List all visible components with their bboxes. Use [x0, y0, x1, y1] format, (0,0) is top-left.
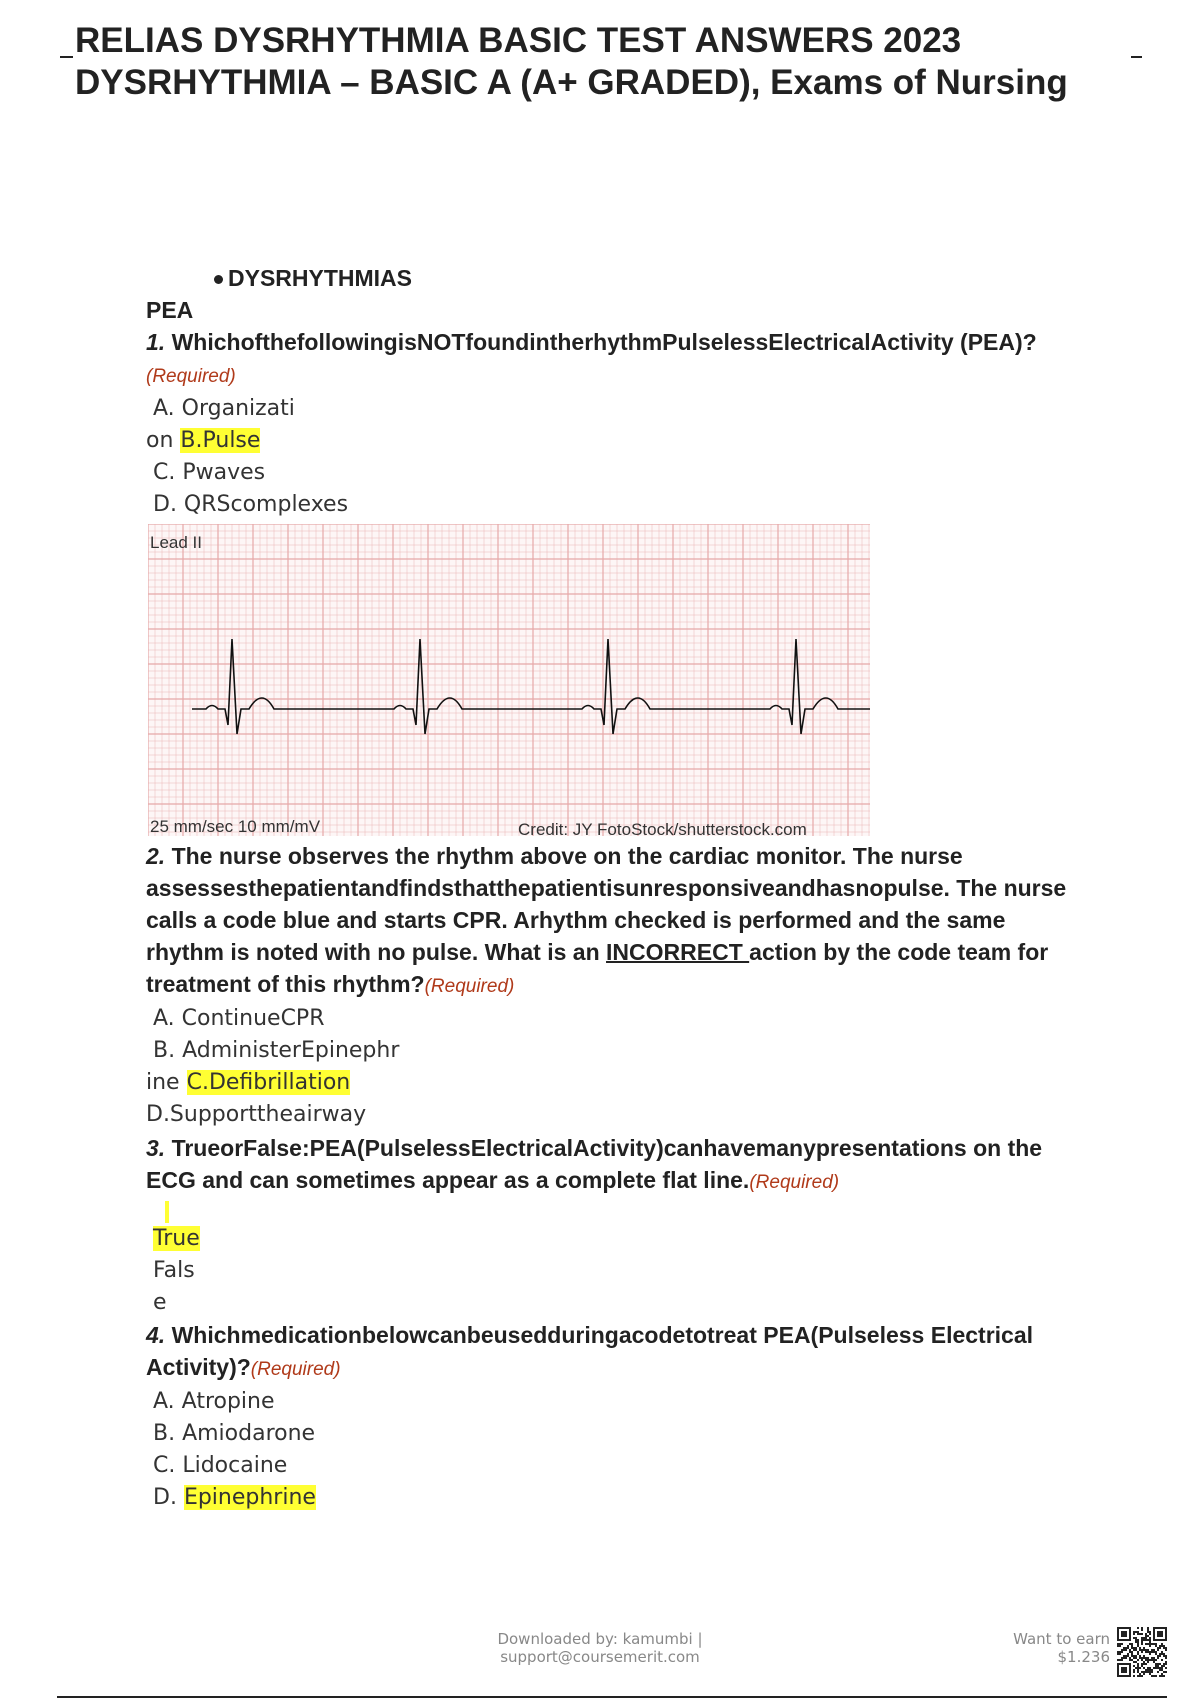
- qr-module: [1129, 1649, 1131, 1651]
- qr-module: [1137, 1667, 1139, 1669]
- qr-module: [1145, 1649, 1147, 1651]
- qr-module: [1163, 1645, 1165, 1647]
- qr-module: [1157, 1657, 1159, 1659]
- qr-module: [1137, 1641, 1139, 1643]
- qr-module: [1135, 1641, 1137, 1643]
- option-d: D. QRScomplexes: [153, 492, 349, 517]
- qr-module: [1155, 1675, 1157, 1677]
- qr-module: [1119, 1643, 1121, 1645]
- option-b: B. AdministerEpinephr: [153, 1038, 400, 1063]
- qr-module: [1145, 1657, 1147, 1659]
- qr-module: [1141, 1675, 1143, 1677]
- qr-module: [1149, 1639, 1151, 1641]
- option-true: [146, 1223, 1086, 1255]
- qr-module: [1155, 1651, 1157, 1653]
- qr-module: [1141, 1671, 1143, 1673]
- qr-module: [1139, 1657, 1141, 1659]
- qr-module: [1139, 1649, 1141, 1651]
- qr-module: [1141, 1665, 1143, 1667]
- qr-module: [1149, 1645, 1151, 1647]
- qr-module: [1157, 1655, 1159, 1657]
- downloaded-by: Downloaded by: kamumbi |: [497, 1630, 703, 1648]
- qr-module: [1159, 1667, 1161, 1669]
- qr-module: [1143, 1671, 1145, 1673]
- qr-module: [1149, 1659, 1151, 1661]
- qr-module: [1121, 1657, 1123, 1659]
- qr-module: [1135, 1655, 1137, 1657]
- qr-module: [1141, 1637, 1143, 1639]
- qr-module: [1129, 1651, 1131, 1653]
- qr-module: [1161, 1675, 1163, 1677]
- option-d: D.Supporttheairway: [146, 1102, 367, 1127]
- question-number: 3.: [146, 1135, 166, 1161]
- highlighted-answer: Epinephrine: [183, 1485, 316, 1510]
- qr-module: [1129, 1643, 1131, 1645]
- qr-module: [1139, 1673, 1141, 1675]
- qr-module: [1151, 1671, 1153, 1673]
- qr-module: [1165, 1667, 1167, 1669]
- qr-module: [1147, 1669, 1149, 1671]
- qr-module: [1159, 1653, 1161, 1655]
- page-content: [146, 262, 1086, 1514]
- qr-module: [1153, 1661, 1155, 1663]
- qr-module: [1141, 1659, 1143, 1661]
- ecg-speed-label: 25 mm/sec 10 mm/mV: [150, 817, 321, 836]
- qr-module: [1135, 1649, 1137, 1651]
- qr-module: [1137, 1653, 1139, 1655]
- qr-module: [1143, 1647, 1145, 1649]
- qr-module: [1143, 1655, 1145, 1657]
- qr-module: [1143, 1649, 1145, 1651]
- section-heading: DYSRHYTHMIAS: [228, 265, 413, 291]
- qr-module: [1149, 1637, 1151, 1639]
- ecg-lead-label: Lead II: [150, 533, 202, 552]
- underlined-text: INCORRECT: [606, 939, 750, 965]
- qr-module: [1135, 1661, 1137, 1663]
- qr-module: [1147, 1661, 1149, 1663]
- qr-module: [1143, 1673, 1145, 1675]
- qr-module: [1151, 1657, 1153, 1659]
- qr-module: [1137, 1627, 1139, 1629]
- qr-module: [1145, 1663, 1147, 1665]
- option-a: A. Atropine: [153, 1389, 275, 1414]
- qr-module: [1147, 1667, 1149, 1669]
- qr-module: [1129, 1657, 1131, 1659]
- qr-module: [1149, 1641, 1151, 1643]
- qr-module: [1133, 1661, 1135, 1663]
- qr-module: [1133, 1631, 1135, 1633]
- qr-module: [1155, 1667, 1157, 1669]
- qr-finder-core: [1157, 1631, 1163, 1637]
- ecg-strip-image: [148, 524, 870, 839]
- qr-module: [1121, 1651, 1123, 1653]
- qr-module: [1145, 1669, 1147, 1671]
- qr-module: [1151, 1643, 1153, 1645]
- qr-module: [1133, 1657, 1135, 1659]
- footer-rule: [57, 1696, 1167, 1698]
- qr-module: [1137, 1643, 1139, 1645]
- qr-module: [1135, 1631, 1137, 1633]
- qr-module: [1155, 1663, 1157, 1665]
- qr-module: [1139, 1655, 1141, 1657]
- qr-module: [1123, 1657, 1125, 1659]
- qr-module: [1165, 1657, 1167, 1659]
- qr-module: [1139, 1675, 1141, 1677]
- qr-module: [1161, 1667, 1163, 1669]
- qr-module: [1141, 1641, 1143, 1643]
- qr-module: [1147, 1643, 1149, 1645]
- qr-module: [1159, 1645, 1161, 1647]
- question-1: [146, 326, 1086, 393]
- qr-module: [1147, 1659, 1149, 1661]
- qr-module: [1133, 1665, 1135, 1667]
- qr-module: [1117, 1651, 1119, 1653]
- qr-module: [1165, 1655, 1167, 1657]
- qr-module: [1129, 1659, 1131, 1661]
- qr-module: [1153, 1659, 1155, 1661]
- required-label: (Required): [424, 976, 515, 997]
- highlight-mark: [165, 1201, 169, 1223]
- qr-module: [1141, 1649, 1143, 1651]
- question-2: [146, 840, 1086, 1003]
- qr-module: [1163, 1671, 1165, 1673]
- question-3: [146, 1132, 1086, 1199]
- qr-module: [1165, 1671, 1167, 1673]
- qr-module: [1141, 1639, 1143, 1641]
- section-bullet: [146, 262, 1086, 294]
- qr-module: [1145, 1633, 1147, 1635]
- qr-module: [1139, 1667, 1141, 1669]
- qr-module: [1165, 1647, 1167, 1649]
- title-line-1: RELIAS DYSRHYTHMIA BASIC TEST ANSWERS 2023: [75, 21, 962, 60]
- qr-module: [1137, 1663, 1139, 1665]
- qr-module: [1127, 1647, 1129, 1649]
- qr-module: [1143, 1639, 1145, 1641]
- qr-module: [1125, 1657, 1127, 1659]
- qr-module: [1149, 1651, 1151, 1653]
- earn-line-2: $1.236: [1057, 1648, 1110, 1666]
- qr-module: [1123, 1647, 1125, 1649]
- qr-module: [1147, 1649, 1149, 1651]
- qr-module: [1165, 1663, 1167, 1665]
- qr-module: [1131, 1645, 1133, 1647]
- qr-module: [1149, 1667, 1151, 1669]
- qr-module: [1137, 1671, 1139, 1673]
- qr-module: [1155, 1645, 1157, 1647]
- qr-module: [1141, 1629, 1143, 1631]
- qr-module: [1135, 1639, 1137, 1641]
- qr-module: [1135, 1667, 1137, 1669]
- qr-module: [1151, 1669, 1153, 1671]
- qr-module: [1151, 1651, 1153, 1653]
- qr-module: [1163, 1653, 1165, 1655]
- qr-module: [1125, 1647, 1127, 1649]
- qr-finder-core: [1121, 1631, 1127, 1637]
- question-text: WhichofthefollowingisNOTfoundintherhythmPulselessElectricalActivity (PEA)?: [171, 329, 1037, 355]
- qr-module: [1125, 1655, 1127, 1657]
- qr-module: [1121, 1649, 1123, 1651]
- qr-module: [1161, 1643, 1163, 1645]
- qr-module: [1159, 1663, 1161, 1665]
- qr-module: [1157, 1647, 1159, 1649]
- option-b: B. Amiodarone: [153, 1421, 316, 1446]
- qr-module: [1121, 1659, 1123, 1661]
- qr-module: [1153, 1675, 1155, 1677]
- highlighted-answer: B.Pulse: [180, 428, 261, 453]
- question-4: [146, 1319, 1086, 1386]
- qr-module: [1131, 1655, 1133, 1657]
- qr-module: [1157, 1665, 1159, 1667]
- qr-module: [1145, 1651, 1147, 1653]
- question-number: 2.: [146, 843, 166, 869]
- qr-module: [1143, 1637, 1145, 1639]
- qr-module: [1131, 1647, 1133, 1649]
- qr-module: [1157, 1663, 1159, 1665]
- qr-module: [1143, 1663, 1145, 1665]
- qr-module: [1135, 1637, 1137, 1639]
- qr-module: [1149, 1633, 1151, 1635]
- qr-module: [1163, 1663, 1165, 1665]
- qr-module: [1157, 1649, 1159, 1651]
- qr-module: [1147, 1635, 1149, 1637]
- qr-module: [1117, 1659, 1119, 1661]
- qr-module: [1119, 1645, 1121, 1647]
- qr-module: [1131, 1659, 1133, 1661]
- qr-module: [1131, 1653, 1133, 1655]
- earn-footer: [985, 1630, 1110, 1666]
- qr-module: [1121, 1643, 1123, 1645]
- qr-module: [1119, 1653, 1121, 1655]
- qr-module: [1151, 1659, 1153, 1661]
- qr-module: [1147, 1631, 1149, 1633]
- option-b-line: [146, 425, 1086, 457]
- qr-module: [1161, 1659, 1163, 1661]
- qr-module: [1159, 1669, 1161, 1671]
- qr-module: [1145, 1659, 1147, 1661]
- qr-module: [1133, 1671, 1135, 1673]
- qr-module: [1163, 1647, 1165, 1649]
- required-label: (Required): [749, 1172, 840, 1193]
- option-wrap-text: on: [146, 428, 181, 453]
- qr-module: [1159, 1675, 1161, 1677]
- qr-module: [1147, 1657, 1149, 1659]
- qr-module: [1153, 1649, 1155, 1651]
- qr-module: [1161, 1651, 1163, 1653]
- header-rule-left: [60, 56, 73, 58]
- qr-module: [1161, 1673, 1163, 1675]
- qr-module: [1155, 1665, 1157, 1667]
- qr-module: [1139, 1647, 1141, 1649]
- qr-module: [1149, 1669, 1151, 1671]
- question-text: TrueorFalse:PEA(PulselessElectricalActivity)canhavemanypresentations on the ECG and can sometimes appear as a complete flat line.: [146, 1135, 1043, 1193]
- qr-module: [1133, 1637, 1135, 1639]
- option-c: C. Lidocaine: [153, 1453, 288, 1478]
- qr-module: [1149, 1673, 1151, 1675]
- document-title: [75, 20, 1155, 104]
- qr-finder-core: [1121, 1667, 1127, 1673]
- ecg-credit: Credit: JY FotoStock/shutterstock.com: [518, 820, 807, 839]
- qr-module: [1127, 1653, 1129, 1655]
- qr-module: [1163, 1665, 1165, 1667]
- qr-module: [1137, 1631, 1139, 1633]
- option-letter: D.: [153, 1485, 184, 1510]
- qr-module: [1133, 1675, 1135, 1677]
- qr-module: [1145, 1637, 1147, 1639]
- qr-module: [1133, 1649, 1135, 1651]
- qr-module: [1157, 1667, 1159, 1669]
- qr-module: [1151, 1675, 1153, 1677]
- ecg-background: [148, 524, 870, 836]
- option-false-wrap: e: [153, 1290, 167, 1315]
- qr-module: [1161, 1669, 1163, 1671]
- question-number: 1.: [146, 329, 166, 355]
- bullet-dot-icon: [214, 275, 223, 284]
- qr-module: [1161, 1645, 1163, 1647]
- qr-module: [1149, 1653, 1151, 1655]
- qr-module: [1137, 1659, 1139, 1661]
- qr-module: [1161, 1665, 1163, 1667]
- qr-module: [1117, 1643, 1119, 1645]
- qr-module: [1165, 1649, 1167, 1651]
- qr-module: [1163, 1675, 1165, 1677]
- option-c-line: [146, 1067, 1086, 1099]
- qr-module: [1151, 1649, 1153, 1651]
- qr-module: [1153, 1657, 1155, 1659]
- required-label: (Required): [250, 1359, 341, 1380]
- qr-module: [1145, 1639, 1147, 1641]
- highlighted-answer: C.Defibrillation: [186, 1070, 351, 1095]
- qr-module: [1135, 1657, 1137, 1659]
- question-number: 4.: [146, 1322, 166, 1348]
- ecg-grid: [148, 524, 870, 836]
- qr-module: [1117, 1653, 1119, 1655]
- qr-module: [1133, 1655, 1135, 1657]
- question-text: The nurse observes the rhythm above on the cardiac monitor. The nurse assessesthepatientandfindsthatthepatientisunresponsiveandhasnopulse. The nurse calls a code blue and starts CPR. Arhythm checked is performed and the same rhythm is noted with no pulse. What is an: [146, 843, 1067, 965]
- qr-module: [1127, 1645, 1129, 1647]
- qr-module: [1155, 1653, 1157, 1655]
- qr-module: [1133, 1669, 1135, 1671]
- qr-module: [1159, 1647, 1161, 1649]
- qr-module: [1123, 1655, 1125, 1657]
- qr-module: [1123, 1649, 1125, 1651]
- qr-module: [1153, 1643, 1155, 1645]
- qr-module: [1119, 1651, 1121, 1653]
- support-email[interactable]: support@coursemerit.com: [500, 1648, 700, 1666]
- title-line-2: DYSRHYTHMIA – BASIC A (A+ GRADED), Exams of Nursing: [75, 63, 1068, 102]
- qr-module: [1133, 1647, 1135, 1649]
- qr-module: [1135, 1647, 1137, 1649]
- qr-module: [1145, 1643, 1147, 1645]
- qr-module: [1149, 1643, 1151, 1645]
- qr-module: [1147, 1629, 1149, 1631]
- qr-module: [1119, 1659, 1121, 1661]
- qr-module: [1137, 1633, 1139, 1635]
- required-label: (Required): [146, 366, 236, 387]
- qr-module: [1141, 1643, 1143, 1645]
- option-a: A. Organizati: [153, 396, 295, 421]
- qr-module: [1137, 1669, 1139, 1671]
- qr-module: [1157, 1671, 1159, 1673]
- question-text: Whichmedicationbelowcanbeusedduringacodetotreat PEA(Pulseless Electrical Activity)?: [146, 1322, 1034, 1380]
- qr-module: [1149, 1631, 1151, 1633]
- qr-module: [1137, 1675, 1139, 1677]
- highlighted-answer: True: [153, 1226, 200, 1251]
- qr-module: [1141, 1651, 1143, 1653]
- subheading: PEA: [146, 297, 194, 323]
- qr-module: [1149, 1671, 1151, 1673]
- option-a: A. ContinueCPR: [153, 1006, 325, 1031]
- qr-code-icon[interactable]: [1117, 1627, 1167, 1677]
- qr-module: [1137, 1651, 1139, 1653]
- qr-module: [1147, 1671, 1149, 1673]
- qr-module: [1165, 1661, 1167, 1663]
- qr-module: [1137, 1639, 1139, 1641]
- qr-module: [1131, 1651, 1133, 1653]
- qr-module: [1155, 1643, 1157, 1645]
- qr-module: [1141, 1627, 1143, 1629]
- qr-module: [1159, 1655, 1161, 1657]
- qr-module: [1141, 1657, 1143, 1659]
- question-text-end: action by the code team for treatment of this rhythm?: [146, 939, 1049, 997]
- qr-module: [1147, 1627, 1149, 1629]
- qr-module: [1133, 1633, 1135, 1635]
- qr-module: [1143, 1667, 1145, 1669]
- option-wrap-text: ine: [146, 1070, 187, 1095]
- option-c: C. Pwaves: [153, 460, 266, 485]
- qr-module: [1147, 1639, 1149, 1641]
- qr-module: [1137, 1665, 1139, 1667]
- qr-module: [1153, 1651, 1155, 1653]
- option-false: Fals: [153, 1258, 195, 1283]
- qr-module: [1117, 1645, 1119, 1647]
- qr-module: [1137, 1645, 1139, 1647]
- qr-module: [1125, 1649, 1127, 1651]
- qr-module: [1141, 1663, 1143, 1665]
- qr-module: [1145, 1671, 1147, 1673]
- option-d-line: [146, 1482, 1086, 1514]
- qr-module: [1153, 1667, 1155, 1669]
- qr-module: [1161, 1653, 1163, 1655]
- qr-module: [1131, 1643, 1133, 1645]
- qr-module: [1145, 1635, 1147, 1637]
- earn-line-1: Want to earn: [1013, 1630, 1110, 1648]
- qr-module: [1155, 1659, 1157, 1661]
- qr-module: [1127, 1655, 1129, 1657]
- qr-module: [1141, 1633, 1143, 1635]
- qr-module: [1143, 1657, 1145, 1659]
- qr-module: [1147, 1651, 1149, 1653]
- qr-module: [1139, 1633, 1141, 1635]
- qr-module: [1143, 1661, 1145, 1663]
- qr-module: [1163, 1655, 1165, 1657]
- download-footer: [480, 1630, 720, 1666]
